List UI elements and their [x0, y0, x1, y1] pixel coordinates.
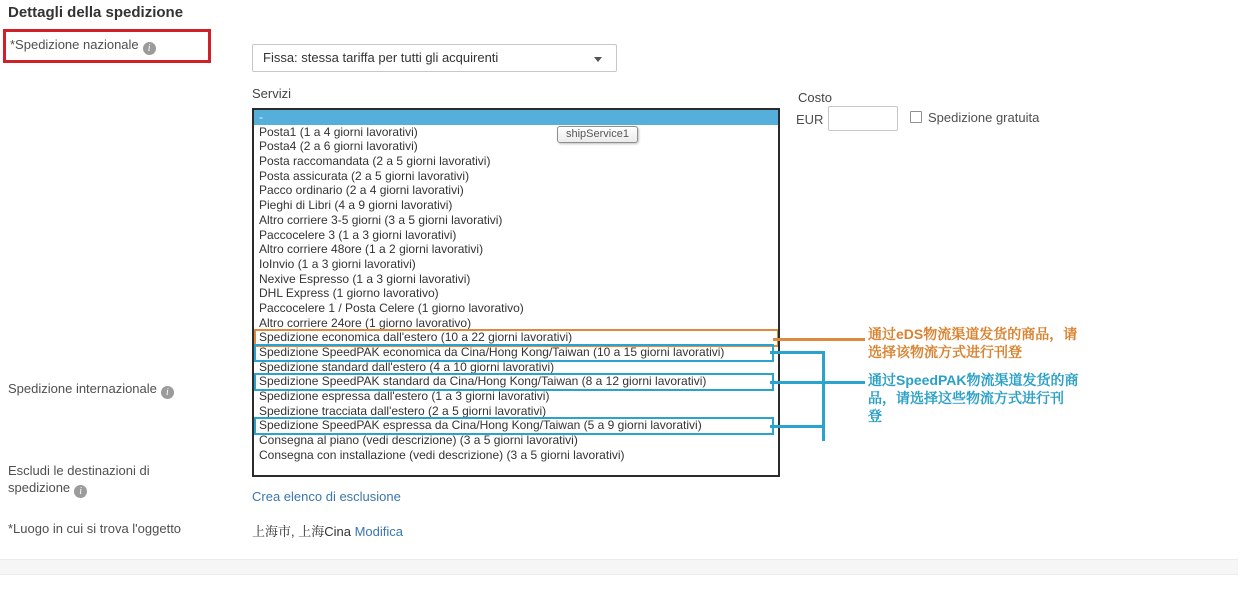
- chevron-down-icon: [594, 57, 602, 62]
- service-option[interactable]: Pieghi di Libri (4 a 9 giorni lavorativi): [259, 198, 453, 213]
- service-option[interactable]: Altro corriere 3-5 giorni (3 a 5 giorni lavorativi): [259, 212, 503, 227]
- item-location-text: 上海市, 上海Cina: [252, 524, 351, 539]
- service-option[interactable]: Consegna al piano (vedi descrizione) (3 a 5 giorni lavorativi): [259, 433, 578, 448]
- international-shipping-label: [8, 381, 174, 399]
- speedpak-connector-stub-3: [770, 425, 825, 428]
- eds-annotation: [868, 325, 1077, 361]
- exclude-destinations-label: [8, 462, 178, 498]
- national-shipping-label: [10, 37, 156, 55]
- rate-type-selected-value: Fissa: stessa tariffa per tutti gli acquirenti: [263, 50, 499, 65]
- page-title: Dettagli della spedizione: [8, 4, 184, 21]
- service-option[interactable]: Paccocelere 1 / Posta Celere (1 giorno lavorativo): [259, 300, 524, 315]
- cost-label: Costo: [798, 90, 832, 105]
- item-location-label: *Luogo in cui si trova l'oggetto: [8, 521, 182, 536]
- national-shipping-label-text: *Spedizione nazionale: [10, 37, 139, 52]
- info-icon[interactable]: i: [74, 485, 87, 498]
- speedpak-annotation-line3: 登: [868, 408, 882, 424]
- eds-connector-line: [773, 338, 865, 341]
- service-option[interactable]: Spedizione espressa dall'estero (1 a 3 giorni lavorativi): [259, 389, 550, 404]
- service-option[interactable]: Spedizione SpeedPAK economica da Cina/Hong Kong/Taiwan (10 a 15 giorni lavorativi): [254, 345, 778, 360]
- service-option[interactable]: Nexive Espresso (1 a 3 giorni lavorativi): [259, 271, 471, 286]
- service-option[interactable]: Altro corriere 48ore (1 a 2 giorni lavorativi): [259, 242, 484, 257]
- service-option[interactable]: Spedizione standard dall'estero (4 a 10 giorni lavorativi): [259, 359, 555, 374]
- service-option[interactable]: Spedizione SpeedPAK espressa da Cina/Hong Kong/Taiwan (5 a 9 giorni lavorativi): [254, 418, 778, 433]
- service-option[interactable]: Consegna con installazione (vedi descrizione) (3 a 5 giorni lavorativi): [259, 447, 625, 462]
- free-shipping-checkbox[interactable]: [910, 111, 922, 123]
- modify-location-link[interactable]: Modifica: [354, 524, 404, 539]
- service-option[interactable]: Spedizione tracciata dall'estero (2 a 5 giorni lavorativi): [259, 403, 547, 418]
- rate-type-select[interactable]: [252, 44, 617, 72]
- item-location-value: [252, 521, 403, 540]
- service-option[interactable]: -: [254, 110, 778, 125]
- service-option[interactable]: Posta1 (1 a 4 giorni lavorativi): [259, 124, 418, 139]
- service-option[interactable]: Spedizione economica dall'estero (10 a 22 giorni lavorativi): [254, 330, 778, 345]
- speedpak-annotation: [868, 371, 1079, 425]
- create-exclusion-list-link[interactable]: Crea elenco di esclusione: [252, 489, 401, 504]
- service-option[interactable]: Paccocelere 3 (1 a 3 giorni lavorativi): [259, 227, 457, 242]
- cost-input[interactable]: [828, 106, 898, 131]
- international-shipping-label-text: Spedizione internazionale: [8, 381, 157, 396]
- service-option[interactable]: Posta4 (2 a 6 giorni lavorativi): [259, 139, 418, 154]
- service-option[interactable]: Pacco ordinario (2 a 4 giorni lavorativi): [259, 183, 464, 198]
- info-icon[interactable]: i: [161, 386, 174, 399]
- service-option[interactable]: Spedizione SpeedPAK standard da Cina/Hong Kong/Taiwan (8 a 12 giorni lavorativi): [254, 374, 778, 389]
- speedpak-connector-bracket: [822, 351, 825, 441]
- free-shipping-label: Spedizione gratuita: [928, 110, 1040, 125]
- info-icon[interactable]: i: [143, 42, 156, 55]
- service-option[interactable]: Posta assicurata (2 a 5 giorni lavorativi): [259, 168, 470, 183]
- exclude-destinations-label-text: Escludi le destinazioni di spedizione: [8, 463, 150, 495]
- services-label: Servizi: [252, 86, 292, 101]
- speedpak-annotation-line2: 品，请选择这些物流方式进行刊: [868, 390, 1064, 406]
- speedpak-connector-stub-1: [770, 351, 825, 354]
- service-option[interactable]: Posta raccomandata (2 a 5 giorni lavorativi): [259, 154, 491, 169]
- services-listbox[interactable]: [252, 108, 780, 477]
- service-option[interactable]: Altro corriere 24ore (1 giorno lavorativo): [259, 315, 472, 330]
- eds-annotation-line2: 选择该物流方式进行刊登: [868, 344, 1022, 360]
- speedpak-annotation-line1: 通过SpeedPAK物流渠道发货的商: [868, 372, 1079, 388]
- service-option[interactable]: DHL Express (1 giorno lavorativo): [259, 286, 439, 301]
- ship-service-tooltip: shipService1: [557, 126, 638, 143]
- section-divider-bar: [0, 559, 1238, 575]
- service-option[interactable]: IoInvio (1 a 3 giorni lavorativi): [259, 256, 416, 271]
- eds-annotation-line1: 通过eDS物流渠道发货的商品，请: [868, 326, 1078, 342]
- speedpak-connector-line: [770, 381, 865, 384]
- currency-label: EUR: [796, 112, 824, 127]
